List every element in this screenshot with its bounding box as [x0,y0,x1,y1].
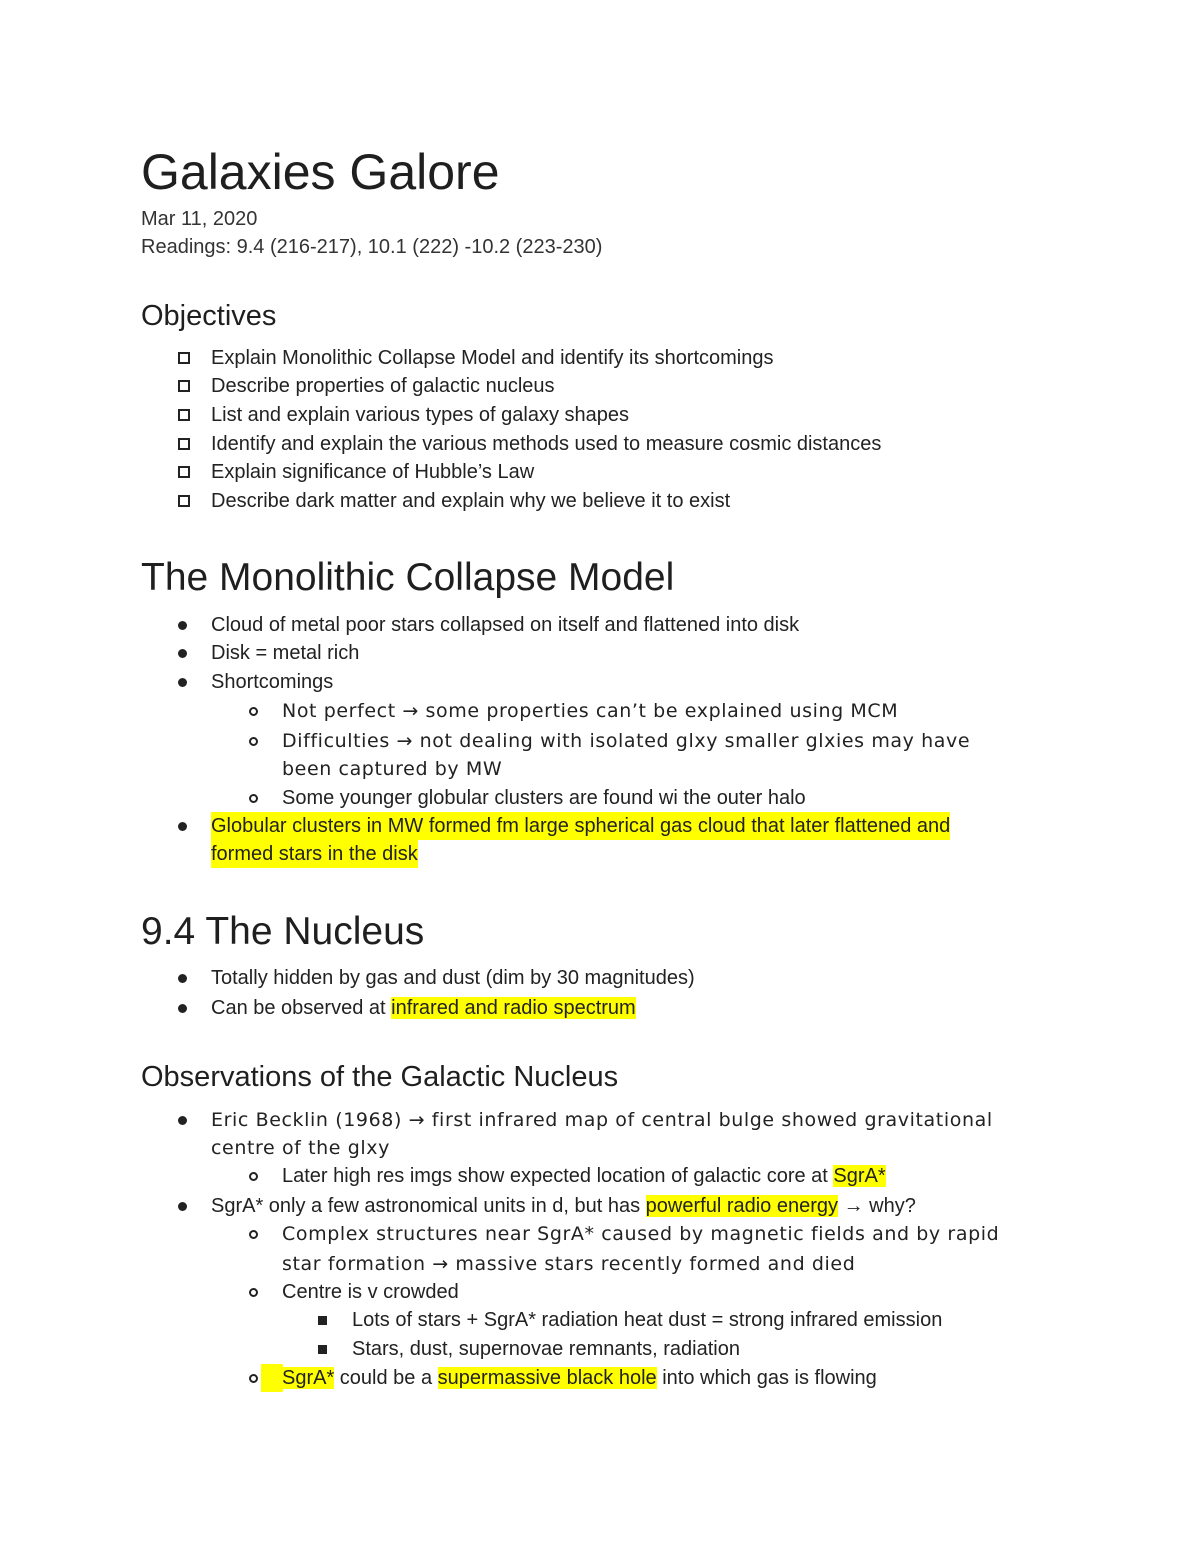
hollow-bullet-icon [249,707,258,716]
document-readings: Readings: 9.4 (216-217), 10.1 (222) -10.2 (223-230) [141,236,603,258]
hollow-bullet-icon [249,737,258,746]
checkbox-icon[interactable] [178,352,190,364]
bullet-icon [178,1202,187,1211]
nucleus-heading: 9.4 The Nucleus [141,910,425,953]
hollow-bullet-icon [249,1374,258,1383]
bullet-icon [178,974,187,983]
document-date: Mar 11, 2020 [141,208,258,230]
highlight-strip [261,1364,283,1392]
hollow-bullet-icon [249,794,258,803]
hollow-bullet-icon [249,1230,258,1239]
mcm-heading: The Monolithic Collapse Model [141,556,675,599]
square-bullet-icon [318,1316,327,1325]
bullet-icon [178,1004,187,1013]
document-title: Galaxies Galore [141,144,500,200]
square-bullet-icon [318,1345,327,1354]
objectives-heading: Objectives [141,300,277,332]
bullet-icon [178,822,187,831]
hollow-bullet-icon [249,1172,258,1181]
checkbox-icon[interactable] [178,409,190,421]
bullet-icon [178,1116,187,1125]
bullet-icon [178,649,187,658]
document-page: Galaxies Galore Mar 11, 2020 Readings: 9.4 (216-217), 10.1 (222) -10.2 (223-230) Objectives Explain Monolithic Collapse Model and identify its shortcomings Describe properties of galactic nucleus List and explain various types of galaxy shapes Identify and explain the various methods used to measure cosmic distances Explain significance of Hubble’s Law Describe dark matter and explain why we believe it to exist The Monolithic Collapse Model Cloud of metal poor stars collapsed on itself and flattened into disk Disk = metal rich Shortcomings Not perfect → some properties can’t be explained using MCM Difficulties → not dealing with isolated glxy smaller glxies may have been captured by MW Some younger globular clusters are found wi the outer halo Globular clusters in MW formed fm large spherical gas cloud that later flattened and formed stars in the disk 9.4 The Nucleus Totally hidden by gas and dust (dim by 30 magnitudes) Can be observed at infrared and radio spectrum Observations of the Galactic Nucleus Eric Becklin (1968) → first infrared map of central bulge showed gravitational centre of the glxy Later high res imgs show expected location of galactic core at SgrA* SgrA* only a few astronomical units in d, but has powerful radio energy → why? Complex structures near SgrA* caused by magnetic fields and by rapid star formation → massive stars recently formed and died Centre is v crowded Lots of stars + SgrA* radiation heat dust = strong infrared emission Stars, dust, supernovae remnants, radiation SgrA* could be a supermassive black hole into which gas is flowing [0,0,1200,1553]
checkbox-icon[interactable] [178,438,190,450]
checkbox-icon[interactable] [178,380,190,392]
checkbox-icon[interactable] [178,495,190,507]
checkbox-icon[interactable] [178,466,190,478]
bullet-icon [178,678,187,687]
bullet-icon [178,621,187,630]
hollow-bullet-icon [249,1288,258,1297]
observations-heading: Observations of the Galactic Nucleus [141,1061,619,1093]
